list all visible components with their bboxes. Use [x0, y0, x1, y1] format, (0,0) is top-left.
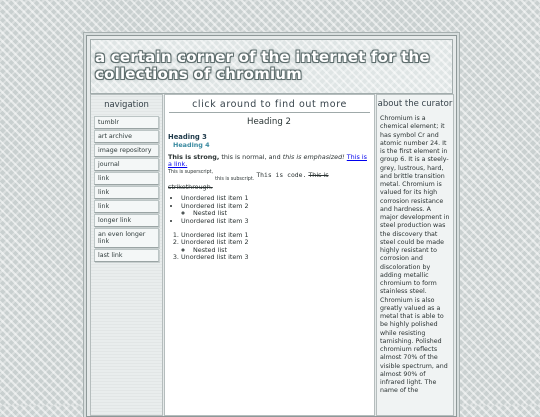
strikethrough-text: This is strikethrough.: [168, 170, 329, 191]
nav-list: [91, 116, 162, 262]
emphasized-text: this is emphasized!: [282, 152, 345, 161]
list-item: • Unordered list item 1: [181, 195, 370, 203]
list-item: 1. Unordered list item 1: [181, 232, 370, 240]
heading-2: Heading 2: [247, 117, 291, 127]
normal-text: this is normal, and: [219, 152, 283, 161]
nav-link-tumblr[interactable]: tumblr: [94, 116, 159, 129]
sample-link[interactable]: This is a link.: [168, 152, 367, 169]
nav-link-even-longer[interactable]: an even longer link: [94, 228, 159, 248]
about-text: Chromium is a chemical element; it has symbol Cr and atomic number 24. It is the first element in group 6. It is a steely-grey, lustrous, hard, and brittle transition metal. Chromium is valued for its high corrosion resistance and hardness. A major development in steel production was the discovery that steel could be made highly resistant to corrosion and discoloration by adding metallic chromium to form stainless steel. Chromium is also greatly valued as a metal that is able to be highly polished while resisting tarnishing. Polished chromium reflects almost 70% of the visible spectrum, and almost 90% of infrared light. The name of the: [380, 115, 450, 395]
nav-link-image-repository[interactable]: image repository: [94, 144, 159, 157]
strong-text: This is strong,: [168, 152, 220, 161]
list-item: • Unordered list item 2 ◦ Nested list: [181, 203, 370, 218]
nested-list-item: ◦ Nested list: [193, 247, 370, 255]
site-title: a certain corner of the internet for the collections of chromium: [95, 48, 430, 83]
heading-4: Heading 4: [173, 141, 210, 150]
about-title: about the curator: [377, 99, 453, 109]
content-body: [165, 113, 374, 262]
site-header: [90, 39, 453, 94]
nav-link-longer[interactable]: longer link: [94, 214, 159, 227]
nested-list-item: ◦ Nested list: [193, 210, 370, 218]
list-item: • Unordered list item 3: [181, 218, 370, 226]
navigation-sidebar: [90, 94, 163, 416]
list-item: 2. Unordered list item 2 ◦ Nested list: [181, 239, 370, 254]
unordered-list: [168, 195, 370, 225]
nav-link-journal[interactable]: journal: [94, 158, 159, 171]
formatting-sample-2: [168, 169, 370, 191]
subscript-text: this is subscript.: [215, 176, 255, 182]
nav-link-2[interactable]: link: [94, 186, 159, 199]
page-frame: [86, 35, 457, 417]
nav-link-art-archive[interactable]: art archive: [94, 130, 159, 143]
code-text: This is code.: [256, 170, 307, 179]
main-content: [164, 94, 375, 416]
list-item: 3. Unordered list item 3: [181, 254, 370, 262]
heading-3: Heading 3: [168, 132, 207, 141]
nav-link-3[interactable]: link: [94, 200, 159, 213]
ordered-list: [168, 232, 370, 262]
nav-link-last[interactable]: last link: [94, 249, 159, 262]
nav-link-1[interactable]: link: [94, 172, 159, 185]
about-sidebar: [376, 94, 454, 416]
navigation-title: navigation: [104, 100, 149, 110]
superscript-text: This is superscript,: [168, 169, 214, 175]
main-title: click around to find out more: [169, 99, 370, 113]
formatting-sample: [168, 154, 370, 169]
